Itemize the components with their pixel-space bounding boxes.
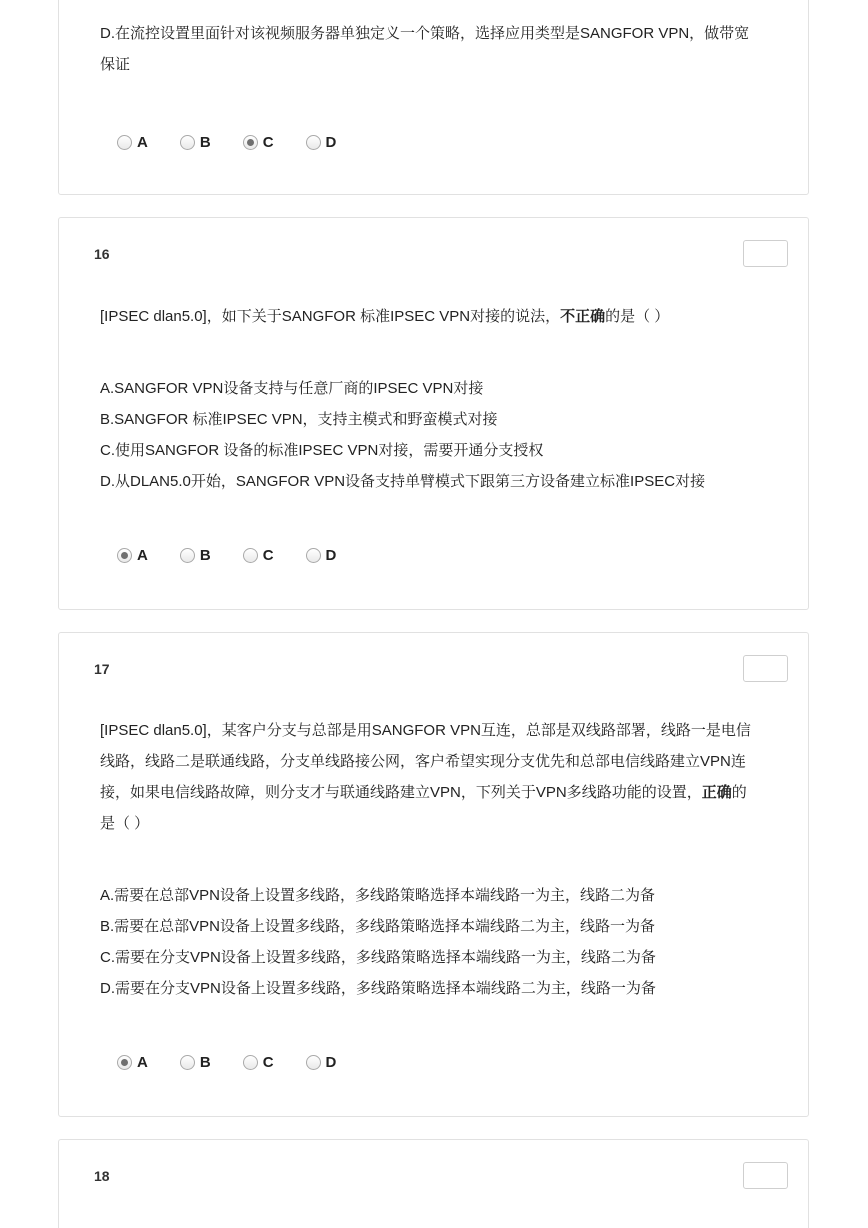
- radio-label: A: [137, 1053, 148, 1071]
- q15-radio-a[interactable]: [117, 134, 148, 151]
- radio-circle-checked[interactable]: [243, 135, 258, 150]
- stem-text: 接，如果电信线路故障，则分支才与联通线路建立VPN，下列关于VPN多线路功能的设置，: [100, 784, 702, 801]
- option-d: D.从DLAN5.0开始，SANGFOR VPN设备支持单臂模式下跟第三方设备建立标准IPSEC对接: [100, 473, 706, 490]
- option-c: C.需要在分支VPN设备上设置多线路，多线路策略选择本端线路一为主，线路二为备: [100, 949, 656, 966]
- q16-radio-b[interactable]: [180, 547, 211, 564]
- radio-label: B: [199, 546, 211, 564]
- stem-text: 的: [731, 784, 747, 801]
- q16-answer-group: [117, 545, 368, 565]
- stem-line: 线路，线路二是联通线路，分支单线路接公网，客户希望实现分支优先和总部电信线路建立VPN连: [100, 753, 746, 770]
- radio-circle[interactable]: [306, 548, 321, 563]
- option-list: [100, 880, 790, 1004]
- q17-radio-c[interactable]: [243, 1054, 274, 1071]
- option-list: [100, 373, 790, 497]
- q15-option-d-line2: 保证: [100, 56, 131, 73]
- score-input[interactable]: [743, 1162, 788, 1189]
- question-number: 18: [94, 1168, 110, 1184]
- stem-emphasis: 正确: [701, 784, 732, 801]
- radio-circle[interactable]: [243, 548, 258, 563]
- q17-radio-b[interactable]: [180, 1054, 211, 1071]
- question-stem: [100, 715, 770, 839]
- stem-line: [IPSEC dlan5.0]，某客户分支与总部是用SANGFOR VPN互连，总部是双线路部署，线路一是电信: [100, 722, 751, 739]
- q17-radio-a[interactable]: [117, 1054, 148, 1071]
- radio-circle[interactable]: [306, 135, 321, 150]
- q17-answer-group: [117, 1052, 368, 1072]
- q15-radio-d[interactable]: [306, 134, 337, 151]
- stem-text: [IPSEC dlan5.0]，如下关于SANGFOR 标准IPSEC VPN对接的说法，: [100, 308, 561, 325]
- q16-radio-a[interactable]: [117, 547, 148, 564]
- radio-label: A: [137, 546, 148, 564]
- option-a: A.需要在总部VPN设备上设置多线路，多线路策略选择本端线路一为主，线路二为备: [100, 887, 656, 904]
- radio-circle[interactable]: [117, 135, 132, 150]
- stem-line: [100, 777, 770, 808]
- question-card-18: [58, 1139, 809, 1228]
- option-c: C.使用SANGFOR 设备的标准IPSEC VPN对接，需要开通分支授权: [100, 442, 544, 459]
- stem-emphasis: 不正确: [560, 308, 606, 325]
- radio-label: B: [199, 133, 211, 151]
- option-b: B.需要在总部VPN设备上设置多线路，多线路策略选择本端线路二为主，线路一为备: [100, 918, 656, 935]
- radio-circle[interactable]: [306, 1055, 321, 1070]
- stem-line: 是（ ）: [100, 815, 150, 832]
- radio-circle[interactable]: [180, 135, 195, 150]
- q16-radio-c[interactable]: [243, 547, 274, 564]
- option-b: B.SANGFOR 标准IPSEC VPN，支持主模式和野蛮模式对接: [100, 411, 498, 428]
- question-number: 16: [94, 246, 110, 262]
- radio-label: D: [325, 546, 337, 564]
- option-d: D.需要在分支VPN设备上设置多线路，多线路策略选择本端线路二为主，线路一为备: [100, 980, 656, 997]
- radio-label: B: [199, 1053, 211, 1071]
- radio-label: D: [325, 1053, 337, 1071]
- radio-circle-checked[interactable]: [117, 1055, 132, 1070]
- stem-text: 的是（ ）: [605, 308, 670, 325]
- question-card-15: [58, 0, 809, 195]
- question-number: 17: [94, 661, 110, 677]
- score-input[interactable]: [743, 240, 788, 267]
- radio-circle[interactable]: [180, 548, 195, 563]
- option-a: A.SANGFOR VPN设备支持与任意厂商的IPSEC VPN对接: [100, 380, 484, 397]
- radio-label: A: [137, 133, 148, 151]
- q16-radio-d[interactable]: [306, 547, 337, 564]
- score-input[interactable]: [743, 655, 788, 682]
- radio-label: C: [262, 546, 274, 564]
- radio-circle[interactable]: [243, 1055, 258, 1070]
- radio-label: C: [262, 133, 274, 151]
- question-card-16: [58, 217, 809, 610]
- q15-option-d: [100, 18, 770, 80]
- radio-label: D: [325, 133, 337, 151]
- radio-circle[interactable]: [180, 1055, 195, 1070]
- q17-radio-d[interactable]: [306, 1054, 337, 1071]
- radio-label: C: [262, 1053, 274, 1071]
- radio-circle-checked[interactable]: [117, 548, 132, 563]
- q15-option-d-line1: D.在流控设置里面针对该视频服务器单独定义一个策略，选择应用类型是SANGFOR VPN，做带宽: [100, 25, 750, 42]
- q15-radio-b[interactable]: [180, 134, 211, 151]
- question-stem: [100, 301, 770, 332]
- q15-radio-c[interactable]: [243, 134, 274, 151]
- question-card-17: [58, 632, 809, 1117]
- q15-answer-group: [117, 132, 368, 152]
